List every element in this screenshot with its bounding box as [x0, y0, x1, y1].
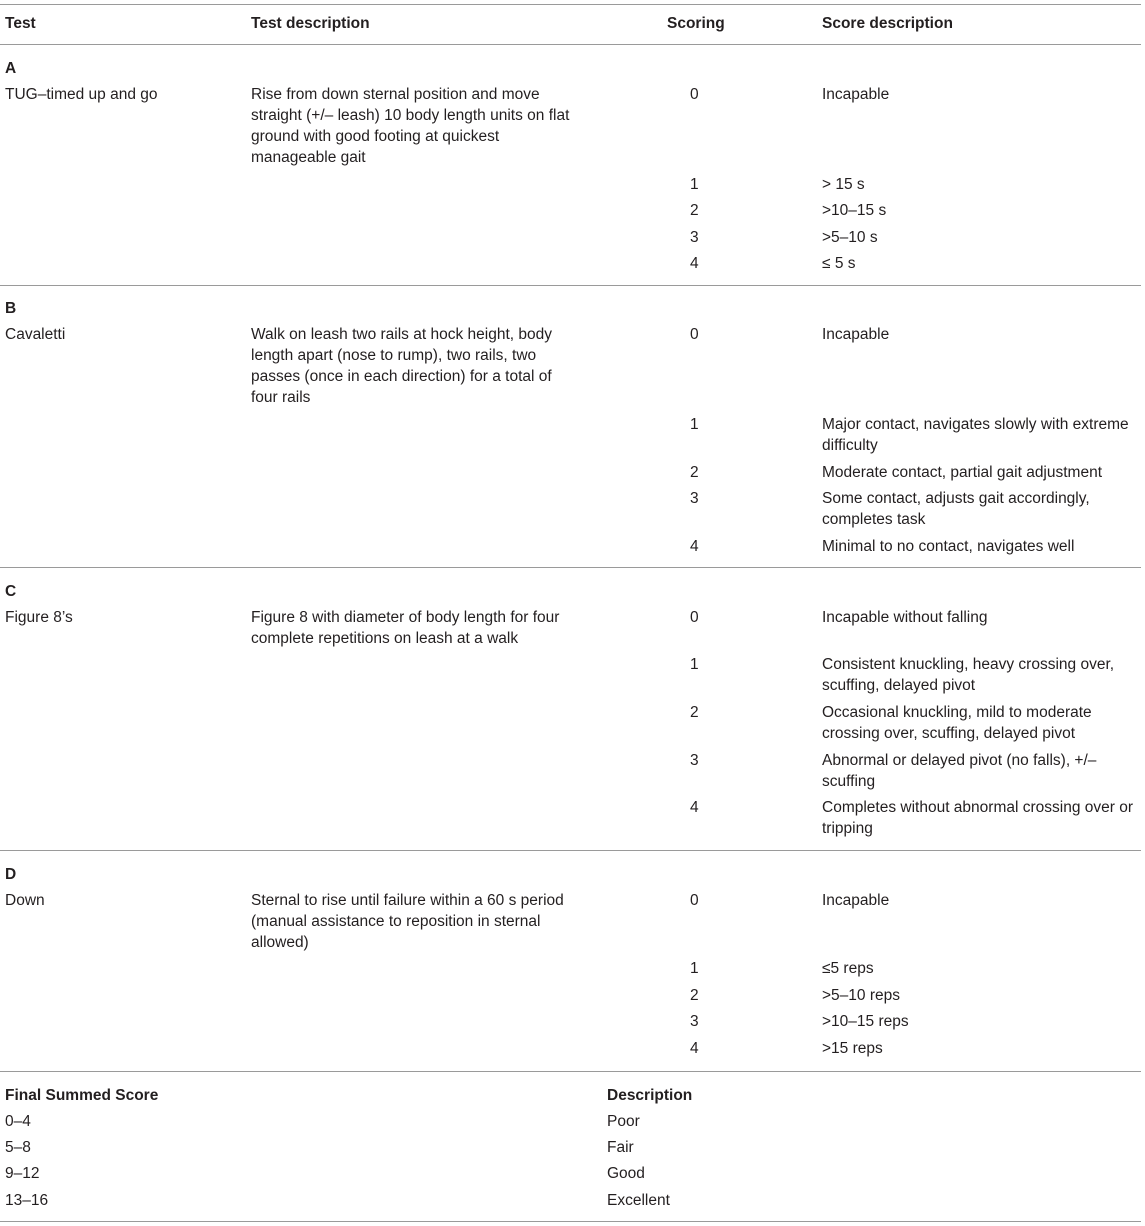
section-a-score-1-text: > 15 s [822, 176, 865, 193]
section-a-description: Rise from down sternal position and move straight (+/– leash) 10 body length units on flat ground with good footing at quickest manageable gait [251, 86, 570, 166]
final-range-0: 0–4 [5, 1113, 31, 1130]
section-b-score-4: 4 [690, 538, 699, 555]
section-a-score-3-text: >5–10 s [822, 229, 878, 246]
section-a-score-3: 3 [690, 229, 699, 246]
section-d-rule [0, 1071, 1141, 1072]
final-description-2: Good [607, 1165, 645, 1182]
section-b-score-0-text: Incapable [822, 326, 890, 343]
section-a-score-0-text: Incapable [822, 86, 890, 103]
table-bottom-rule [0, 1221, 1141, 1222]
section-b-score-2: 2 [690, 464, 699, 481]
table-top-rule [0, 4, 1141, 5]
final-description-3: Excellent [607, 1192, 670, 1209]
section-a-rule [0, 285, 1141, 286]
section-c-score-0: 0 [690, 609, 699, 626]
section-c-score-3: 3 [690, 752, 699, 769]
section-b-rule [0, 567, 1141, 568]
section-c-rule [0, 850, 1141, 851]
section-a-score-2: 2 [690, 202, 699, 219]
section-letter-b: B [5, 300, 17, 317]
section-c-test: Figure 8’s [5, 609, 73, 626]
section-d-test: Down [5, 892, 45, 909]
section-d-description: Sternal to rise until failure within a 60 s period (manual assistance to reposition in sternal allowed) [251, 892, 564, 951]
final-range-3: 13–16 [5, 1192, 49, 1209]
section-d-score-2: 2 [690, 987, 699, 1004]
section-b-score-2-text: Moderate contact, partial gait adjustment [822, 464, 1103, 481]
section-d-score-1: 1 [690, 960, 699, 977]
section-c-score-2: 2 [690, 704, 699, 721]
section-b-description: Walk on leash two rails at hock height, body length apart (nose to rump), two rails, two passes (once in each direction) for a total of four rails [251, 326, 552, 406]
section-b-score-3-text: Some contact, adjusts gait accordingly, completes task [822, 490, 1090, 528]
final-range-1: 5–8 [5, 1139, 31, 1156]
section-b-score-3: 3 [690, 490, 699, 507]
section-d-score-3-text: >10–15 reps [822, 1013, 909, 1030]
header-test: Test [5, 15, 36, 32]
final-range-2: 9–12 [5, 1165, 40, 1182]
section-d-score-3: 3 [690, 1013, 699, 1030]
section-c-score-4: 4 [690, 799, 699, 816]
final-header-score: Final Summed Score [5, 1087, 159, 1104]
header-scoring: Scoring [667, 15, 725, 32]
section-c-description: Figure 8 with diameter of body length for four complete repetitions on leash at a walk [251, 609, 560, 647]
section-letter-d: D [5, 866, 17, 883]
header-test-description: Test description [251, 15, 370, 32]
section-a-score-0: 0 [690, 86, 699, 103]
section-a-score-1: 1 [690, 176, 699, 193]
section-b-score-0: 0 [690, 326, 699, 343]
final-description-1: Fair [607, 1139, 634, 1156]
section-d-score-4-text: >15 reps [822, 1040, 883, 1057]
header-score-description: Score description [822, 15, 953, 32]
section-letter-c: C [5, 583, 17, 600]
section-a-score-2-text: >10–15 s [822, 202, 887, 219]
section-b-score-1: 1 [690, 416, 699, 433]
section-letter-a: A [5, 60, 17, 77]
section-c-score-3-text: Abnormal or delayed pivot (no falls), +/– scuffing [822, 752, 1097, 790]
section-b-score-4-text: Minimal to no contact, navigates well [822, 538, 1075, 555]
section-a-score-4: 4 [690, 255, 699, 272]
section-c-score-1-text: Consistent knuckling, heavy crossing over, scuffing, delayed pivot [822, 656, 1115, 694]
section-c-score-2-text: Occasional knuckling, mild to moderate crossing over, scuffing, delayed pivot [822, 704, 1092, 742]
final-header-description: Description [607, 1087, 693, 1104]
header-rule [0, 44, 1141, 45]
section-c-score-0-text: Incapable without falling [822, 609, 988, 626]
section-d-score-1-text: ≤5 reps [822, 960, 874, 977]
section-b-score-1-text: Major contact, navigates slowly with extreme difficulty [822, 416, 1129, 454]
section-d-score-2-text: >5–10 reps [822, 987, 900, 1004]
section-c-score-4-text: Completes without abnormal crossing over or tripping [822, 799, 1133, 837]
section-d-score-0: 0 [690, 892, 699, 909]
section-d-score-0-text: Incapable [822, 892, 890, 909]
section-a-test: TUG–timed up and go [5, 86, 158, 103]
section-d-score-4: 4 [690, 1040, 699, 1057]
section-b-test: Cavaletti [5, 326, 66, 343]
section-c-score-1: 1 [690, 656, 699, 673]
final-description-0: Poor [607, 1113, 640, 1130]
section-a-score-4-text: ≤ 5 s [822, 255, 856, 272]
